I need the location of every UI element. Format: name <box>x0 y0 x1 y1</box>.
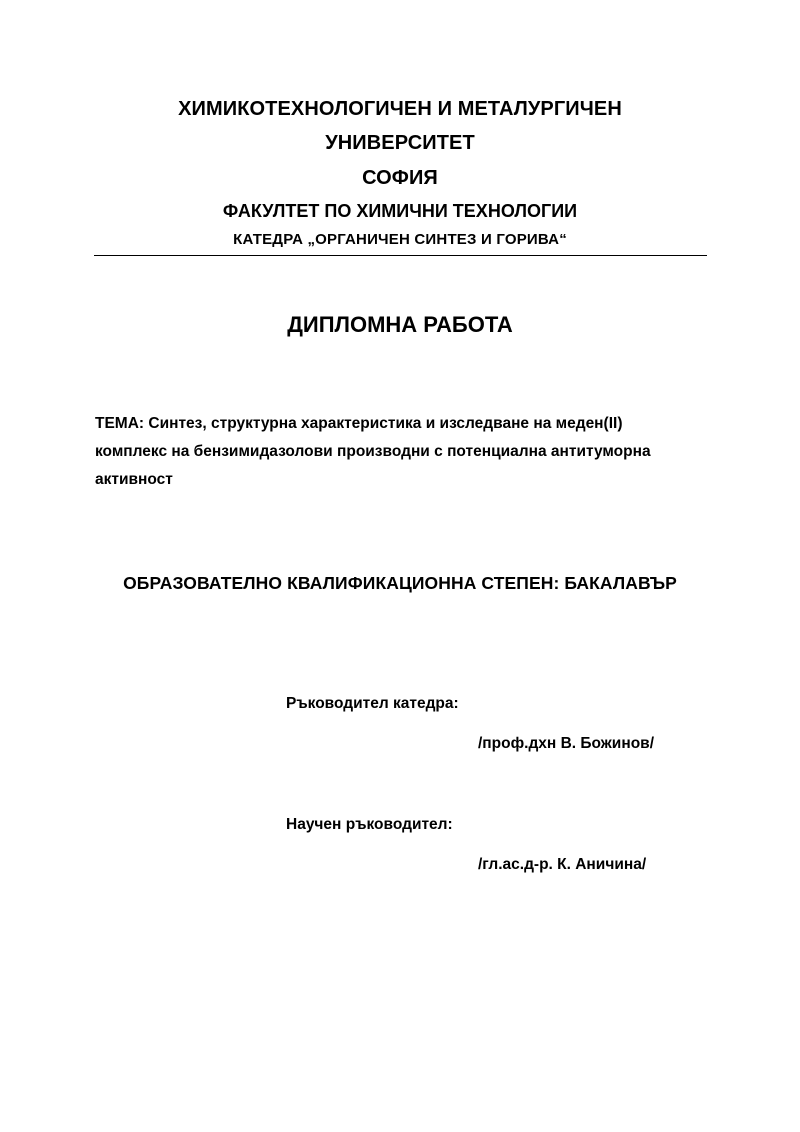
department-name: КАТЕДРА „ОРГАНИЧЕН СИНТЕЗ И ГОРИВА“ <box>233 231 567 248</box>
qualification-degree: ОБРАЗОВАТЕЛНО КВАЛИФИКАЦИОННА СТЕПЕН: БАКАЛАВЪР <box>123 573 677 593</box>
supervisor-name: /гл.ас.д-р. К. Аничина/ <box>478 856 647 873</box>
university-name-line2: УНИВЕРСИТЕТ <box>325 132 475 154</box>
thesis-topic <box>95 410 715 494</box>
topic-line-3: активност <box>95 471 173 488</box>
university-name-line1: ХИМИКОТЕХНОЛОГИЧЕН И МЕТАЛУРГИЧЕН <box>178 98 622 120</box>
faculty-name: ФАКУЛТЕТ ПО ХИМИЧНИ ТЕХНОЛОГИИ <box>222 201 578 221</box>
university-city: СОФИЯ <box>362 167 438 189</box>
supervisor-label: Научен ръководител: <box>286 816 453 833</box>
header-divider <box>94 255 707 256</box>
topic-line-2: комплекс на бензимидазолови производни с потенциална антитуморна <box>95 443 651 460</box>
topic-line-1: ТЕМА: Синтез, структурна характеристика и изследване на меден(II) <box>95 415 623 432</box>
document-title: ДИПЛОМНА РАБОТА <box>287 312 513 337</box>
head-of-department-label: Ръководител катедра: <box>286 695 459 712</box>
head-of-department-name: /проф.дхн В. Божинов/ <box>478 735 654 752</box>
